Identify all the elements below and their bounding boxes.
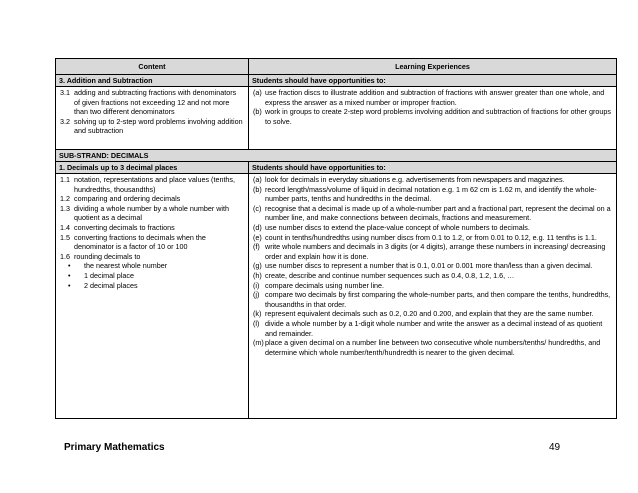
section1-heading-row [56, 75, 616, 87]
item-text: work in groups to create 2-step word problems involving addition and subtraction of fractions for other groups to solve. [265, 107, 611, 126]
experience-item [253, 261, 612, 271]
section1-body-row [56, 87, 616, 150]
item-text: divide a whole number by a 1-digit whole number and write the answer as a decimal instead of as quotient and remainder. [265, 318, 603, 338]
item-text: solving up to 2-step word problems involving addition and subtraction [74, 116, 243, 136]
item-letter: (e) [253, 232, 262, 242]
content-item [60, 223, 244, 233]
item-text: adding and subtracting fractions with denominators of given fractions not exceeding 12 and not more than two different denominators [74, 88, 237, 117]
item-letter: (h) [253, 270, 262, 280]
item-text: count in tenths/hundredths using number discs from 0.1 to 1.2, or from 0.01 to 0.12, e.g. 11 tenths is 1.1. [265, 232, 597, 242]
item-number: 3.2 [60, 116, 70, 126]
item-text: comparing and ordering decimals [74, 194, 181, 204]
curriculum-table [55, 58, 617, 419]
item-text: compare two decimals by first comparing the whole-number parts, and then compare the tenths, hundredths, thousandths in that order. [265, 290, 611, 309]
item-text: use number discs to represent a number that is 0.1, 0.01 or 0.001 more than/less than a given decimal. [265, 261, 593, 271]
item-number: 1.5 [60, 232, 70, 242]
section2-heading-row [56, 162, 616, 174]
item-number: 1.2 [60, 194, 70, 204]
section1-experience-list [249, 87, 616, 149]
item-number: 1.6 [60, 251, 70, 261]
header-content: Content [56, 59, 249, 74]
experience-item [253, 107, 612, 126]
item-letter: (k) [253, 309, 262, 319]
bullet-text: 2 decimal places [84, 280, 138, 290]
item-letter: (c) [253, 203, 262, 213]
bullet-text: 1 decimal place [84, 270, 134, 280]
content-item [60, 175, 244, 194]
item-text: use fraction discs to illustrate addition and subtraction of fractions with answer greater than one whole, and express the answer as a mixed number or improper fraction. [265, 88, 605, 107]
experience-item [253, 271, 612, 281]
table-header [56, 59, 616, 75]
item-text: record length/mass/volume of liquid in decimal notation e.g. 1 m 62 cm is 1.62 m, and identify the whole-number parts, tenths and hundredths in the decimal. [265, 184, 597, 204]
item-text: create, describe and continue number sequences such as 0.4, 0.8, 1.2, 1.6, … [265, 270, 515, 280]
item-letter: (f) [253, 242, 260, 252]
bullet-item [60, 281, 244, 291]
content-item [60, 252, 244, 262]
section2-intro: Students should have opportunities to: [252, 163, 386, 172]
experience-item [253, 204, 612, 223]
bullet-item [60, 271, 244, 281]
item-number: 1.3 [60, 203, 70, 213]
item-text: dividing a whole number by a whole number with quotient as a decimal [74, 203, 230, 223]
bullet-icon: • [68, 261, 71, 271]
item-letter: (i) [253, 280, 260, 290]
section1-title: 3. Addition and Subtraction [56, 75, 249, 86]
content-item [60, 194, 244, 204]
page-number: 49 [549, 442, 561, 453]
item-letter: (g) [253, 261, 262, 271]
section2-body-row [56, 174, 616, 418]
experience-item [253, 185, 612, 204]
item-text: converting decimals to fractions [74, 222, 175, 232]
item-letter: (a) [253, 175, 262, 184]
item-letter: (d) [253, 222, 262, 232]
content-item [60, 204, 244, 223]
item-text: recognise that a decimal is made up of a whole-number part and a fractional part, represent the decimal on a number line, and make connections between decimals, fractions and measurement. [265, 203, 611, 223]
experience-item [253, 281, 612, 291]
experience-item [253, 309, 612, 319]
item-text: rounding decimals to [74, 251, 141, 261]
experience-item [253, 290, 612, 309]
item-text: converting fractions to decimals when the denominator is a factor of 10 or 100 [74, 232, 206, 252]
item-letter: (b) [253, 184, 262, 194]
item-text: notation, representations and place values (tenths, hundredths, thousandths) [74, 175, 236, 194]
item-number: 3.1 [60, 88, 70, 97]
experience-item [253, 88, 612, 107]
section1-content-list [56, 87, 249, 149]
header-learning-experiences: Learning Experiences [395, 62, 470, 71]
bullet-item [60, 261, 244, 271]
item-letter: (b) [253, 107, 262, 117]
experience-item [253, 338, 612, 357]
experience-item [253, 242, 612, 261]
item-text: place a given decimal on a number line between two consecutive whole numbers/tenths/ hundredths, and determine which whole number/tenth/hundredth is nearer to the given decimal. [265, 338, 601, 357]
bullet-icon: • [68, 270, 71, 280]
item-letter: (j) [253, 290, 260, 300]
section2-experience-list [249, 174, 616, 418]
section1-intro: Students should have opportunities to: [252, 76, 386, 85]
section2-title: 1. Decimals up to 3 decimal places [56, 162, 249, 173]
experience-item [253, 175, 612, 185]
item-text: use number discs to extend the place-value concept of whole numbers to decimals. [265, 222, 530, 232]
experience-item [253, 319, 612, 338]
item-number: 1.1 [60, 175, 70, 184]
footer-title: Primary Mathematics [64, 442, 165, 453]
item-letter: (l) [253, 318, 260, 328]
content-item [60, 88, 244, 117]
item-text: compare decimals using number line. [265, 280, 385, 290]
content-item [60, 233, 244, 252]
content-item [60, 117, 244, 136]
bullet-text: the nearest whole number [84, 261, 168, 271]
item-text: write whole numbers and decimals in 3 digits (or 4 digits), arrange these numbers in increasing/ decreasing order and explain how it is done. [265, 242, 606, 261]
experience-item [253, 233, 612, 243]
section2-content-list [56, 174, 249, 418]
item-number: 1.4 [60, 222, 70, 232]
experience-item [253, 223, 612, 233]
item-letter: (m) [253, 338, 264, 348]
bullet-icon: • [68, 280, 71, 290]
item-text: represent equivalent decimals such as 0.2, 0.20 and 0.200, and explain that they are the same number. [265, 309, 594, 319]
item-text: look for decimals in everyday situations e.g. advertisements from newspapers and magazines. [265, 175, 565, 184]
substrand-title: SUB-STRAND: DECIMALS [59, 151, 149, 160]
substrand-row [56, 150, 616, 162]
item-letter: (a) [253, 88, 262, 97]
